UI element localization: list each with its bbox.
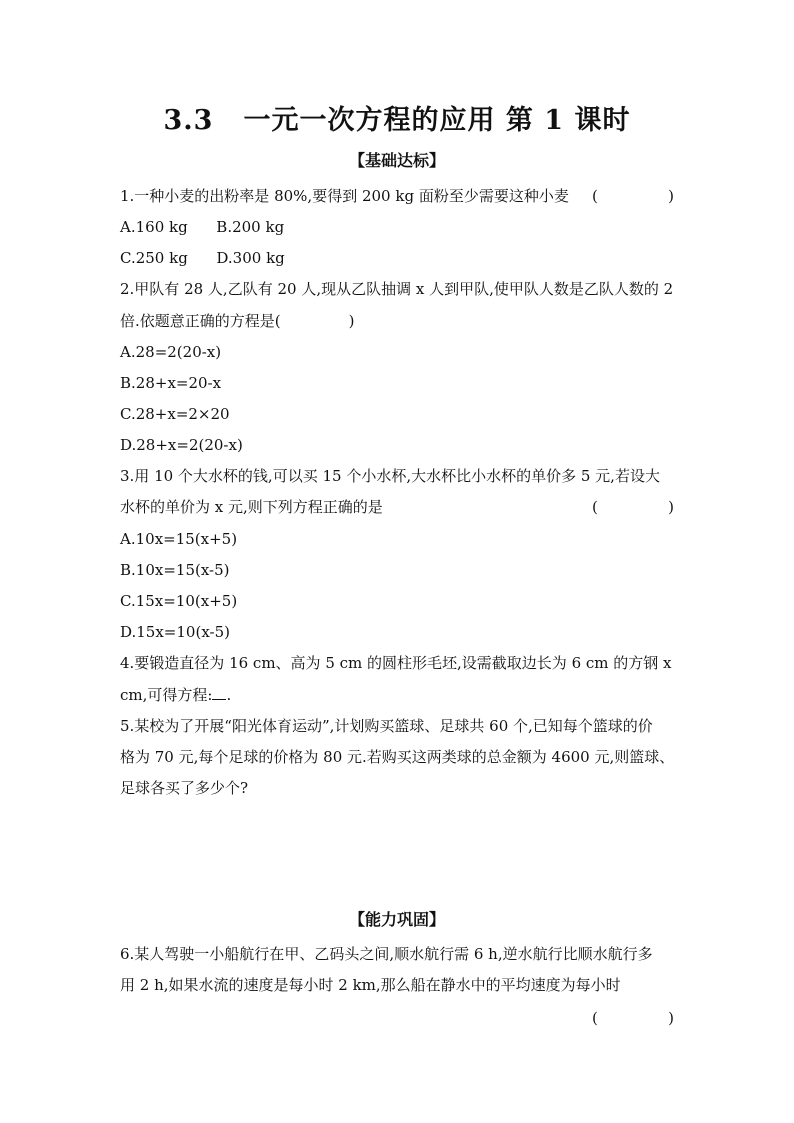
q1-options-cd: C.250 kg D.300 kg xyxy=(120,249,285,267)
q6-stem-line2: 用 2 h,如果水流的速度是每小时 2 km,那么船在静水中的平均速度为每小时 xyxy=(120,976,621,994)
q1-stem: 1.一种小麦的出粉率是 80%,要得到 200 kg 面粉至少需要这种小麦 xyxy=(120,187,569,205)
q5-stem-line1: 5.某校为了开展“阳光体育运动”,计划购买篮球、足球共 60 个,已知每个篮球的价 xyxy=(120,717,653,735)
q2-option-d: D.28+x=2(20-x) xyxy=(120,436,243,454)
q4-answer-blank[interactable] xyxy=(212,685,226,700)
q2-stem-line1: 2.甲队有 28 人,乙队有 20 人,现从乙队抽调 x 人到甲队,使甲队人数是乙队人数的 2 xyxy=(120,280,674,298)
q5-stem-line3: 足球各买了多少个? xyxy=(120,779,249,797)
q3-stem-line1: 3.用 10 个大水杯的钱,可以买 15 个小水杯,大水杯比小水杯的单价多 5 元,若设大 xyxy=(120,467,660,485)
q6-stem-line1: 6.某人驾驶一小船航行在甲、乙码头之间,顺水航行需 6 h,逆水航行比顺水航行多 xyxy=(120,945,653,963)
q2-option-c: C.28+x=2×20 xyxy=(120,405,230,423)
q3-answer-paren: ( ) xyxy=(592,498,674,516)
page-title xyxy=(0,98,794,137)
section-basic-heading: 【基础达标】 xyxy=(348,151,445,170)
q3-option-d: D.15x=10(x-5) xyxy=(120,623,230,641)
q2-option-a: A.28=2(20-x) xyxy=(120,343,222,361)
section-number: 3.3 xyxy=(163,105,214,136)
q1-answer-paren: ( ) xyxy=(592,187,674,205)
q4-stem-line1: 4.要锻造直径为 16 cm、高为 5 cm 的圆柱形毛坯,设需截取边长为 6 cm 的方钢 x xyxy=(120,654,672,672)
title-text: 一元一次方程的应用 第 1 课时 xyxy=(243,105,631,136)
q5-stem-line2: 格为 70 元,每个足球的价格为 80 元.若购买这两类球的总金额为 4600 元,则篮球、 xyxy=(120,748,675,766)
q2-option-b: B.28+x=20-x xyxy=(120,374,222,392)
q3-option-c: C.15x=10(x+5) xyxy=(120,592,238,610)
q6-answer-paren: ( ) xyxy=(592,1009,674,1027)
q3-stem-line2: 水杯的单价为 x 元,则下列方程正确的是 xyxy=(120,498,383,516)
q2-stem-line2: 倍.依题意正确的方程是( ) xyxy=(120,312,355,330)
q3-option-a: A.10x=15(x+5) xyxy=(120,530,238,548)
q4-stem-line2: cm,可得方程: . xyxy=(120,686,232,704)
section-advanced-heading: 【能力巩固】 xyxy=(348,910,445,929)
q3-option-b: B.10x=15(x-5) xyxy=(120,561,230,579)
q1-options-ab: A.160 kg B.200 kg xyxy=(120,218,285,236)
